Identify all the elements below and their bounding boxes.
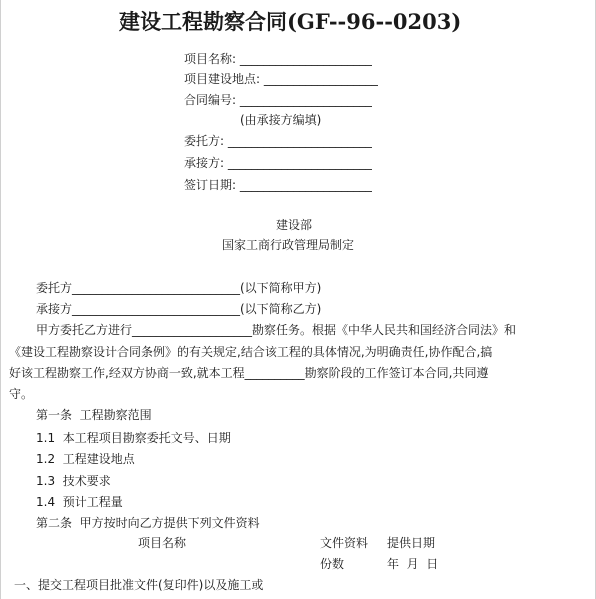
page-left-border <box>0 0 1 599</box>
paragraph-line-4: 守。 <box>9 387 34 401</box>
table-header-date-ymd: 年 月 日 <box>387 557 439 571</box>
table-header-docs: 文件资料 <box>320 536 369 550</box>
table-header-project-name: 项目名称 <box>138 536 187 550</box>
project-name-field: 项目名称: ______________________ <box>184 52 372 66</box>
article-1-1: 1.1 本工程项目勘察委托文号、日期 <box>36 431 231 445</box>
client-field: 委托方: ________________________ <box>184 134 372 148</box>
article-1-2: 1.2 工程建设地点 <box>36 452 135 466</box>
article-2-heading: 第二条 甲方按时向乙方提供下列文件资料 <box>36 516 260 530</box>
paragraph-line-3: 好该工程勘察工作,经双方协商一致,就本工程__________勘察阶段的工作签订本合同,共同遵 <box>9 366 489 380</box>
contract-no-note: (由承接方编填) <box>240 113 322 127</box>
issuer-bureau: 国家工商行政管理局制定 <box>222 238 355 252</box>
article-1-3: 1.3 技术要求 <box>36 474 111 488</box>
table-header-copies: 份数 <box>320 557 345 571</box>
paragraph-line-2: 《建设工程勘察设计合同条例》的有关规定,结合该工程的具体情况,为明确责任,协作配合,搞 <box>9 345 493 359</box>
project-site-field: 项目建设地点: ___________________ <box>184 72 378 86</box>
contract-no-field: 合同编号: ______________________ <box>184 93 372 107</box>
issuer-ministry: 建设部 <box>276 218 313 232</box>
party-b-line: 承接方____________________________(以下简称乙方) <box>36 302 322 316</box>
article-1-heading: 第一条 工程勘察范围 <box>36 408 152 422</box>
item-1-line: 一、提交工程项目批准文件(复印件)以及施工或 <box>14 578 264 592</box>
document-title: 建设工程勘察合同(GF--96--0203) <box>119 9 462 34</box>
party-a-line: 委托方____________________________(以下简称甲方) <box>36 281 322 295</box>
table-header-date: 提供日期 <box>387 536 436 550</box>
sign-date-field: 签订日期: ______________________ <box>184 178 372 192</box>
contractor-field: 承接方: ________________________ <box>184 156 372 170</box>
article-1-4: 1.4 预计工程量 <box>36 495 123 509</box>
paragraph-line-1: 甲方委托乙方进行____________________勘察任务。根据《中华人民共和国经济合同法》和 <box>36 323 517 337</box>
